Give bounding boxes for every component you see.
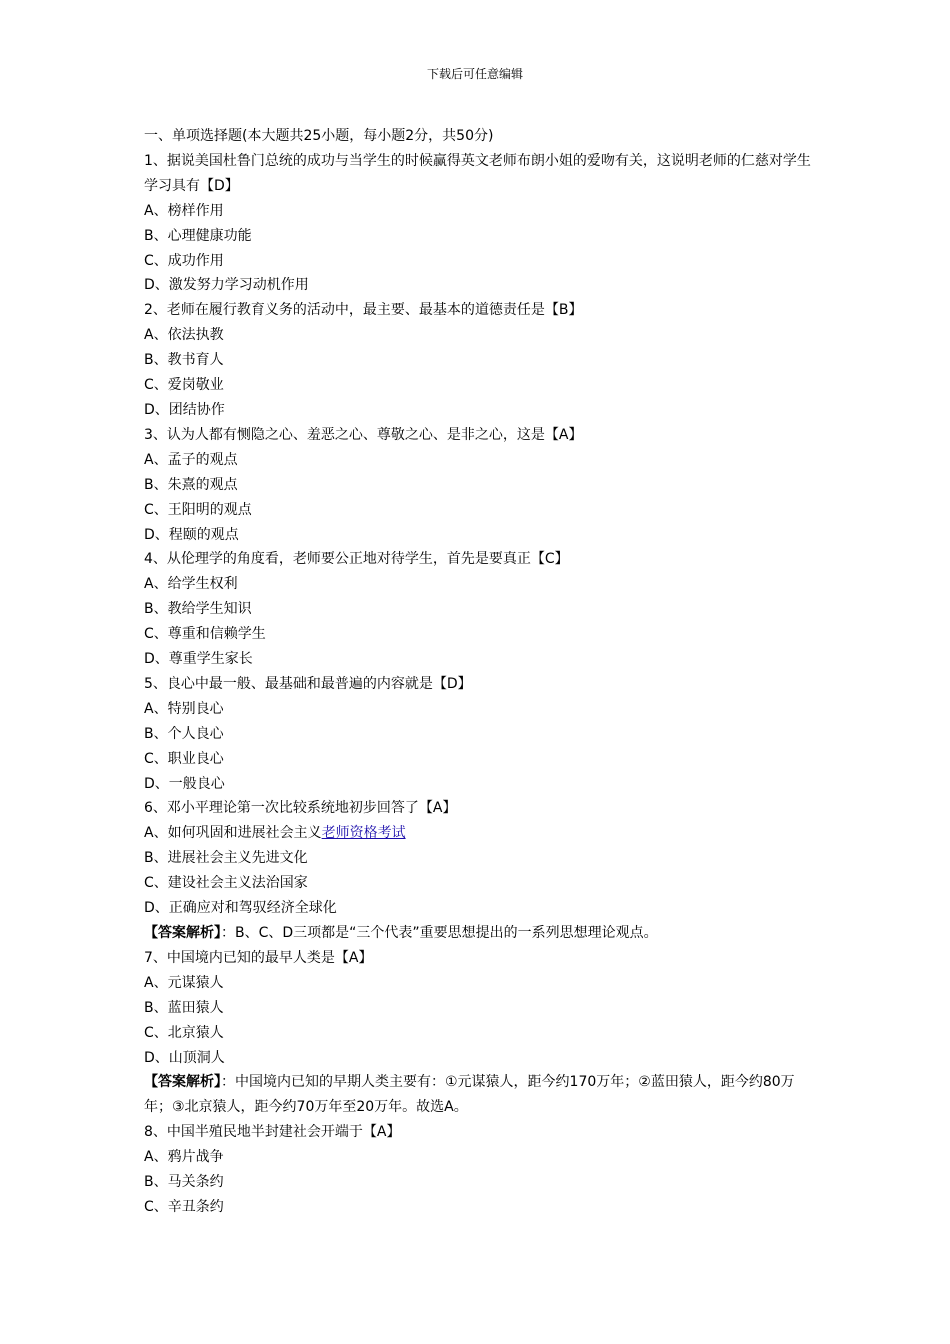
option: C、爱岗敬业 bbox=[144, 377, 224, 394]
option: D、尊重学生家长 bbox=[144, 651, 253, 668]
question-stem: 7、中国境内已知的最早人类是【A】 bbox=[144, 949, 373, 966]
question-stem: 1、据说美国杜鲁门总统的成功与当学生的时候赢得英文老师布朗小姐的爱吻有关，这说明老师的仁慈对学生学习具有【D】 bbox=[144, 152, 811, 194]
option: C、成功作用 bbox=[144, 252, 224, 269]
question-stem: 4、从伦理学的角度看，老师要公正地对待学生，首先是要真正【C】 bbox=[144, 551, 569, 568]
question-stem: 5、良心中最一般、最基础和最普遍的内容就是【D】 bbox=[144, 675, 472, 692]
answer-analysis bbox=[144, 1070, 814, 1120]
question-stem: 3、认为人都有恻隐之心、羞恶之心、尊敬之心、是非之心，这是【A】 bbox=[144, 426, 583, 443]
option: C、职业良心 bbox=[144, 750, 224, 767]
option: A、依法执教 bbox=[144, 327, 224, 344]
option: B、教给学生知识 bbox=[144, 601, 252, 618]
option bbox=[144, 821, 814, 846]
option: B、朱熹的观点 bbox=[144, 476, 238, 493]
analysis-text: ：B、C、D三项都是“三个代表”重要思想提出的一系列思想理论观点。 bbox=[221, 925, 658, 941]
option: C、王阳明的观点 bbox=[144, 501, 252, 518]
option: D、山顶洞人 bbox=[144, 1049, 225, 1066]
question-stem: 2、老师在履行教育义务的活动中，最主要、最基本的道德责任是【B】 bbox=[144, 302, 583, 319]
option: D、程颐的观点 bbox=[144, 526, 239, 543]
analysis-text: ：中国境内已知的早期人类主要有：①元谋猿人，距今约170万年；②蓝田猿人，距今约80万年；③北京猿人，距今约70万年至20万年。故选A。 bbox=[144, 1074, 795, 1116]
question-stem: 6、邓小平理论第一次比较系统地初步回答了【A】 bbox=[144, 800, 457, 817]
option: C、尊重和信赖学生 bbox=[144, 626, 266, 643]
option: C、建设社会主义法治国家 bbox=[144, 875, 308, 892]
option: D、正确应对和驾驭经济全球化 bbox=[144, 900, 337, 917]
option: B、教书育人 bbox=[144, 352, 224, 369]
option: A、孟子的观点 bbox=[144, 451, 238, 468]
option: A、给学生权利 bbox=[144, 576, 238, 593]
option: A、特别良心 bbox=[144, 700, 224, 717]
option: B、马关条约 bbox=[144, 1174, 224, 1191]
option: B、心理健康功能 bbox=[144, 227, 252, 244]
option: A、榜样作用 bbox=[144, 202, 224, 219]
option: A、元谋猿人 bbox=[144, 974, 224, 991]
option: D、激发努力学习动机作用 bbox=[144, 277, 309, 294]
option: B、进展社会主义先进文化 bbox=[144, 850, 308, 867]
option: C、辛丑条约 bbox=[144, 1198, 224, 1215]
option: A、鸦片战争 bbox=[144, 1149, 224, 1166]
option: C、北京猿人 bbox=[144, 1024, 224, 1041]
page-header: 下载后可任意编辑 bbox=[426, 67, 523, 81]
option: D、一般良心 bbox=[144, 775, 225, 792]
answer-analysis bbox=[144, 921, 814, 946]
option: B、蓝田猿人 bbox=[144, 999, 224, 1016]
option: B、个人良心 bbox=[144, 725, 224, 742]
analysis-label: 【答案解析】 bbox=[144, 925, 221, 941]
option: D、团结协作 bbox=[144, 401, 225, 418]
exam-link[interactable]: 老师资格考试 bbox=[321, 825, 406, 842]
section-title: 一、单项选择题(本大题共25小题，每小题2分，共50分) bbox=[144, 128, 494, 144]
analysis-label: 【答案解析】 bbox=[144, 1074, 221, 1091]
question-stem: 8、中国半殖民地半封建社会开端于【A】 bbox=[144, 1124, 401, 1141]
document-body bbox=[144, 124, 814, 1220]
option-text: A、如何巩固和进展社会主义 bbox=[144, 825, 322, 842]
